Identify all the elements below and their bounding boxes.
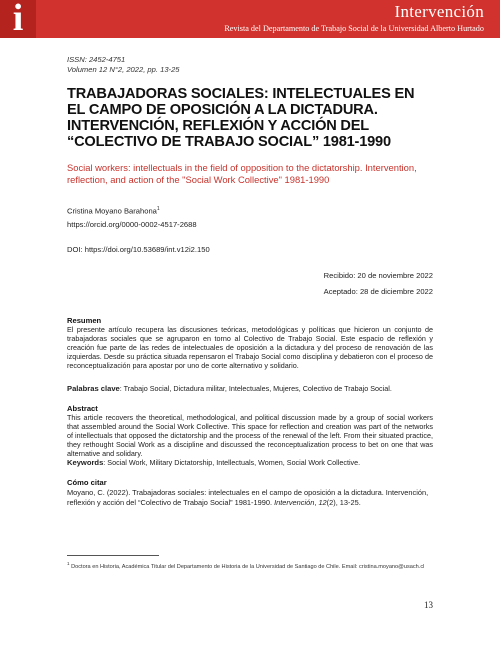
page-number: 13 <box>424 600 433 610</box>
abstract-heading: Abstract <box>67 404 98 413</box>
citation-issue-pages: (2), 13-25. <box>326 497 361 507</box>
footnote-text: Doctora en Historia, Académica Titular del Departamento de Historia de la Universidad de Santiago de Chile. Email: cristina.moyano@usach.cl <box>69 563 425 570</box>
orcid-link[interactable]: https://orcid.org/0000-0002-4517-2688 <box>67 220 197 229</box>
author-footnote-mark: 1 <box>156 206 160 212</box>
volume-pages: Volumen 12 N°2, 2022, pp. 13-25 <box>67 65 180 74</box>
resumen-keywords-list: : Trabajo Social, Dictadura militar, Intelectuales, Mujeres, Colectivo de Trabajo Social. <box>119 384 392 393</box>
doi-link[interactable]: DOI: https://doi.org/10.53689/int.v12i2.150 <box>67 245 210 254</box>
journal-name: Intervención <box>394 2 484 21</box>
abstract-text: This article recovers the theoretical, methodological, and political discussion made by a group of social workers that assembled around the Social Work Collective. This space for reflection and creation was part of the networks of intellectuals that opposed the dictatorship and the process of the renewal of the left. From their situated practice, they rethought Social Work as a discipline and discussed the reconceptualization process to bet on one that was alternative and solidary. <box>67 413 433 458</box>
footnote <box>67 560 433 571</box>
abstract-keywords <box>67 458 433 467</box>
resumen-keywords-label: Palabras clave <box>67 384 120 393</box>
abstract-keywords-label: Keywords <box>67 458 104 467</box>
citation-separator: , <box>314 497 319 507</box>
resumen-keywords <box>67 384 433 393</box>
resumen-text: El presente artículo recupera las discusiones teóricas, metodológicas y políticas que hicieron un conjunto de trabajadoras sociales que se agruparon en torno al Colectivo de Trabajo Social. Este espacio de reflexión y creación fue parte de las redes de intelectuales de oposición a la dictadura y del proceso de renovación de las izquierdas. Desde su práctica situada repensaron el Trabajo Social como disciplina y debatieron con el proceso de reconceptualización para apostar por uno de corte alternativo y solidario. <box>67 325 433 370</box>
citation-text <box>67 488 433 507</box>
footnote-divider <box>67 555 159 556</box>
footnote-mark: 1 <box>67 561 70 566</box>
accepted-date: Aceptado: 28 de diciembre 2022 <box>323 287 433 296</box>
abstract-keywords-list: : Social Work, Military Dictatorship, Intellectuals, Women, Social Work Collective. <box>103 458 361 467</box>
journal-header-bar <box>0 0 500 38</box>
issn: ISSN: 2452-4751 <box>67 55 126 64</box>
received-date: Recibido: 20 de noviembre 2022 <box>323 271 433 280</box>
citation-heading: Cómo citar <box>67 478 107 487</box>
author-name: Cristina Moyano Barahona <box>67 206 157 216</box>
journal-logo-letter: i <box>12 0 24 39</box>
journal-subtitle: Revista del Departamento de Trabajo Social de la Universidad Alberto Hurtado <box>224 24 484 33</box>
article-title: TRABAJADORAS SOCIALES: INTELECTUALES EN EL CAMPO DE OPOSICIÓN A LA DICTADURA. INTERVENCIÓN, REFLEXIÓN Y ACCIÓN DEL “COLECTIVO DE TRABAJO SOCIAL” 1981-1990 <box>67 86 415 150</box>
english-title: Social workers: intellectuals in the field of opposition to the dictatorship. Intervention, reflection, and action of the "Social Work Collective" 1981-1990 <box>67 162 417 185</box>
author-line <box>67 206 160 216</box>
citation-journal: Intervención <box>274 497 315 507</box>
resumen-heading: Resumen <box>67 316 102 325</box>
journal-logo <box>0 0 36 38</box>
citation-main: Moyano, C. (2022). Trabajadoras sociales: intelectuales en el campo de oposición a la dictadura. Intervención, reflexión y acción del “Colectivo de Trabajo Social” 1981-1990. <box>67 488 429 507</box>
citation-volume: 12 <box>318 497 327 507</box>
